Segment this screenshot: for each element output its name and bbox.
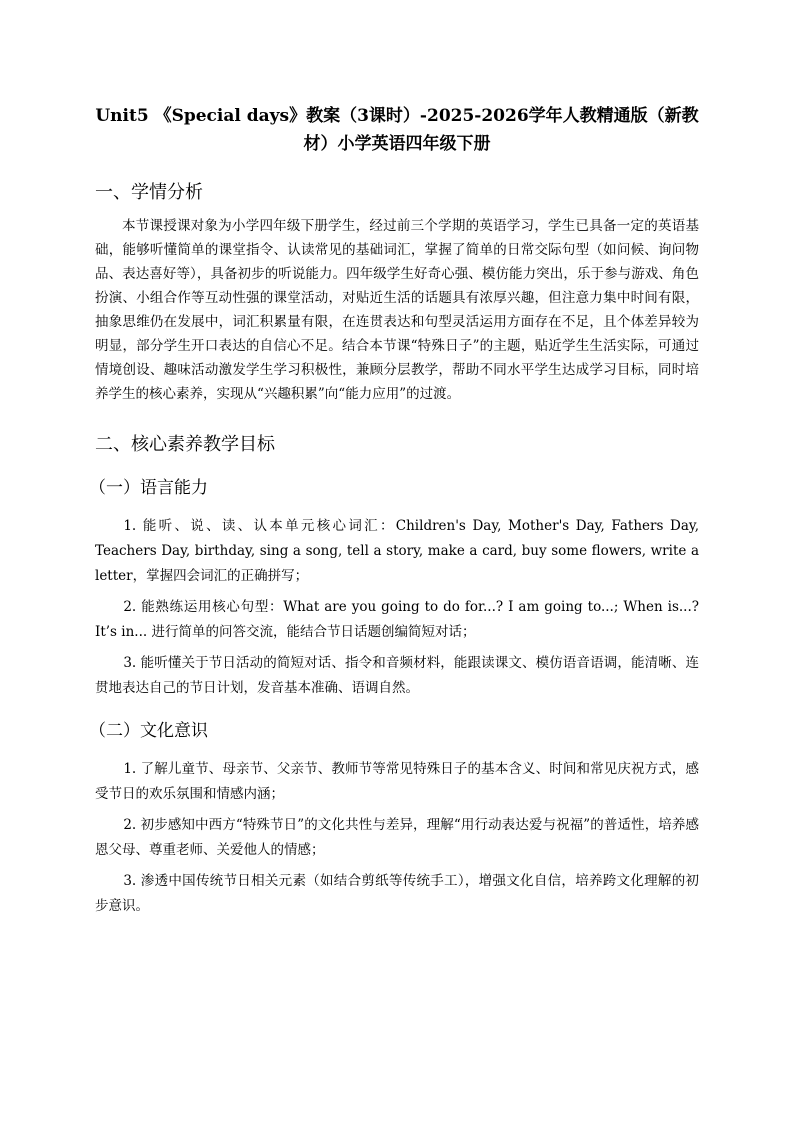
cultural-awareness-item: 1. 了解儿童节、母亲节、父亲节、教师节等常见特殊日子的基本含义、时间和常见庆祝方式，感受节日的欢乐氛围和情感内涵； xyxy=(95,761,699,802)
subsection-heading-cultural-awareness: （二）文化意识 xyxy=(89,721,208,741)
cultural-awareness-item: 2. 初步感知中西方“特殊节日”的文化共性与差异，理解“用行动表达爱与祝福”的普适性，培养感恩父母、尊重老师、关爱他人的情感； xyxy=(95,817,699,858)
subsection-heading-language-ability: （一）语言能力 xyxy=(89,478,208,498)
document-content xyxy=(89,102,699,925)
cultural-awareness-item: 3. 渗透中国传统节日相关元素（如结合剪纸等传统手工），增强文化自信，培养跨文化理解的初步意识。 xyxy=(95,873,699,914)
language-ability-item: 2. 能熟练运用核心句型：What are you going to do for...? I am going to...; When is...? It’s in... 进行简单的问答交流，能结合节日话题创编简短对话； xyxy=(95,599,699,640)
section-heading-teaching-objectives: 二、核心素养教学目标 xyxy=(95,434,275,455)
language-ability-item: 3. 能听懂关于节日活动的简短对话、指令和音频材料，能跟读课文、模仿语音语调，能清晰、连贯地表达自己的节日计划，发音基本准确、语调自然。 xyxy=(95,655,699,696)
document-title: Unit5 《Special days》教案（3课时）-2025-2026学年人教精通版（新教材）小学英语四年级下册 xyxy=(95,106,699,154)
language-ability-item: 1. 能听、说、读、认本单元核心词汇：Children's Day, Mother's Day, Fathers Day, Teachers Day, birthday, sing a song, tell a story, make a card, buy some flowers, write a letter，掌握四会词汇的正确拼写； xyxy=(95,518,699,584)
section-heading-learner-analysis: 一、学情分析 xyxy=(95,182,203,203)
learner-analysis-paragraph: 本节课授课对象为小学四年级下册学生，经过前三个学期的英语学习，学生已具备一定的英语基础，能够听懂简单的课堂指令、认读常见的基础词汇，掌握了简单的日常交际句型（如问候、询问物品、表达喜好等），具备初步的听说能力。四年级学生好奇心强、模仿能力突出，乐于参与游戏、角色扮演、小组合作等互动性强的课堂活动，对贴近生活的话题具有浓厚兴趣，但注意力集中时间有限，抽象思维仍在发展中，词汇积累量有限，在连贯表达和句型灵活运用方面存在不足，且个体差异较为明显，部分学生开口表达的自信心不足。结合本节课“特殊日子”的主题，贴近学生生活实际，可通过情境创设、趣味活动激发学生学习积极性，兼顾分层教学，帮助不同水平学生达成学习目标，同时培养学生的核心素养，实现从“兴趣积累”向“能力应用”的过渡。 xyxy=(95,218,699,402)
